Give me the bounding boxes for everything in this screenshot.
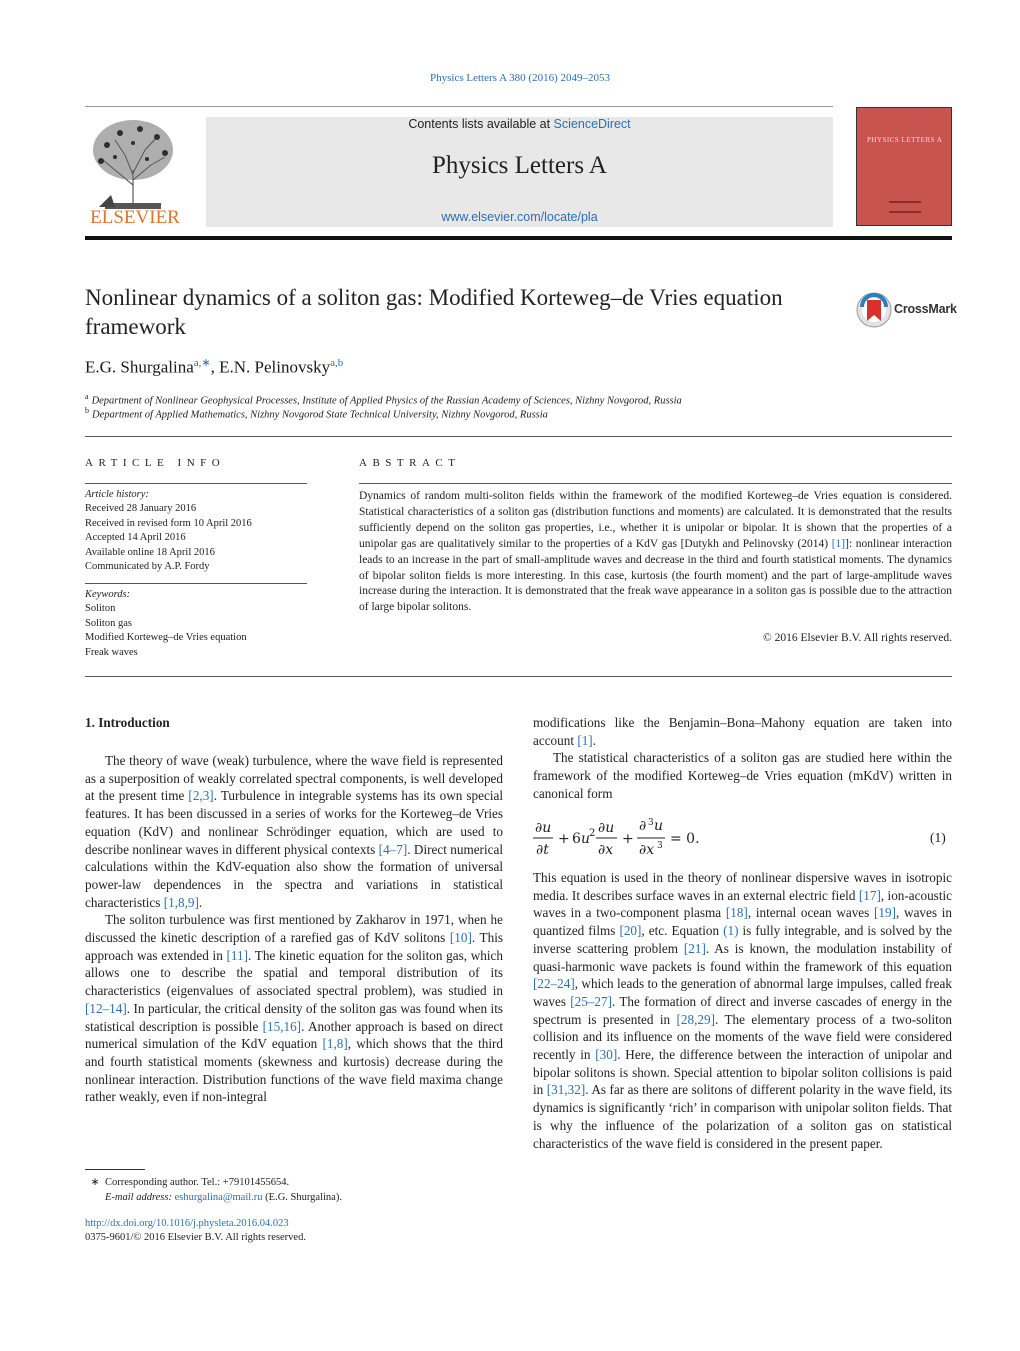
footnote-email — [105, 1190, 342, 1205]
paragraph-text: . — [198, 894, 203, 910]
reference-link[interactable]: [4–7] — [378, 841, 408, 857]
paragraph-text: . As far as there are solitons of different polarity in the wave field, its dynamics is significantly ‘rich’ in comparison with unipolar soliton fields. That is why the influence of the polarization of a soliton gas on statistical characteristics of the wave field is considered in the present paper. — [533, 1082, 952, 1151]
paragraph-text: . Direct numerical calculations within the KdV-equation also show the formation of universal power-law dependences in the spectra and variations in statistical characteristics — [85, 841, 503, 910]
paragraph-text: . In particular, the critical density of the soliton gas was found when its statistical description is possible — [85, 1000, 503, 1034]
svg-text:+: + — [558, 831, 570, 847]
svg-text:∂x: ∂x — [598, 842, 614, 858]
svg-text:3: 3 — [648, 818, 654, 828]
equation-mkdv — [533, 816, 952, 860]
affiliation-a — [85, 392, 682, 407]
cover-title: PHYSICS LETTERS A — [867, 136, 943, 144]
svg-text:∂t: ∂t — [536, 842, 549, 858]
reference-link[interactable]: [19] — [874, 905, 897, 921]
contents-prefix: Contents lists available at — [408, 117, 554, 131]
crossmark-label[interactable]: CrossMark — [894, 302, 957, 316]
body-paragraph — [85, 752, 503, 911]
paragraph-text: . The elementary process of a two-soliton collision and its influence on the moments of the wave field were considered recently in — [533, 1011, 953, 1063]
top-rule — [85, 106, 833, 107]
contents-line — [206, 117, 833, 131]
affiliation-rule — [85, 436, 952, 437]
reference-link[interactable]: [12–14] — [85, 1000, 127, 1016]
svg-text:u: u — [581, 831, 591, 847]
paragraph-text: . Another approach is based on direct numerical simulation of the KdV equation — [85, 1018, 503, 1052]
abstract-text-part: ]: nonlinear interaction leads to an increase in the part of small-amplitude waves and decrease in the third and fourth statistical moments. The dynamics of bipolar soliton fields is more interesting. In this case, kurtosis (the fourth moment) and the part of large-amplitude waves increase during the interaction. It is demonstrated that the freak wave appearance in a soliton gas is possible due to the attraction of large bipolar solitons. — [359, 537, 952, 614]
doi-link[interactable]: http://dx.doi.org/10.1016/j.physleta.2016.04.023 — [85, 1218, 289, 1229]
paper-title: Nonlinear dynamics of a soliton gas: Modified Korteweg–de Vries equation framework — [85, 285, 783, 339]
paragraph-text: , which shows that the third and fourth statistical moments (skewness and kurtosis) decrease during the nonlinear interaction. Distribution functions of the wave field maxima change rather weakly, even if non-integral — [85, 1036, 504, 1105]
article-info-rule — [85, 483, 307, 484]
reference-link[interactable]: [1,8,9] — [163, 894, 199, 910]
affiliation-key: b — [85, 406, 89, 415]
elsevier-logo — [85, 115, 185, 229]
right-column-body-top — [533, 714, 952, 803]
abstract-rule — [359, 483, 952, 484]
equation-graphic — [533, 816, 733, 860]
affiliation-b — [85, 406, 548, 421]
paragraph-text: , internal ocean waves — [747, 905, 875, 921]
svg-text:∂: ∂ — [639, 818, 647, 834]
history-item: Received 28 January 2016 — [85, 503, 197, 515]
reference-link[interactable]: [30] — [595, 1047, 618, 1063]
abstract-heading: ABSTRACT — [359, 457, 461, 469]
keywords-rule — [85, 583, 307, 584]
svg-text:2: 2 — [589, 828, 596, 839]
abstract-bottom-rule — [85, 676, 952, 677]
affiliation-key: a — [85, 392, 89, 401]
reference-link[interactable]: [17] — [858, 887, 881, 903]
right-column-body-bottom — [533, 869, 952, 1152]
paragraph-text: . The kinetic equation for the soliton gas, which allows one to describe the spatial and temporal distribution of its characteristics (eigenvalues of associated spectral problem), was studied in — [85, 947, 503, 999]
paragraph-text: . Here, the difference between the interaction of unipolar and bipolar solitons is shown. Special attention to bipolar soliton collisions is paid in — [533, 1047, 952, 1098]
reference-link[interactable]: [21] — [683, 940, 706, 956]
paragraph-text: is fully integrable, and is solved by the inverse scattering problem — [533, 923, 953, 956]
reference-link[interactable]: [31,32] — [546, 1082, 586, 1098]
left-column-body — [85, 752, 503, 1106]
section-heading-introduction: 1. Introduction — [85, 715, 170, 730]
reference-link[interactable]: (1) — [723, 923, 739, 939]
journal-cover[interactable] — [856, 107, 952, 226]
header-thick-rule — [85, 236, 952, 240]
svg-text:= 0.: = 0. — [670, 831, 700, 847]
paragraph-text: The theory of wave (weak) turbulence, where the wave field is represented as a superposition of weakly correlated spectral components, is well developed at the present time — [85, 753, 503, 804]
paragraph-text: , which leads to the generation of abnormal large impulses, called freak waves — [533, 976, 952, 1009]
affiliation-text: Department of Applied Mathematics, Nizhny Novgorod State Technical University, Nizhny Novgorod, Russia — [92, 409, 548, 421]
issn-copyright: 0375-9601/© 2016 Elsevier B.V. All rights reserved. — [85, 1232, 306, 1243]
paragraph-text: , etc. Equation — [641, 923, 724, 939]
reference-link[interactable]: [25–27] — [570, 993, 613, 1009]
reference-link[interactable]: [15,16] — [262, 1018, 302, 1034]
svg-text:3: 3 — [657, 841, 663, 851]
svg-text:∂u: ∂u — [535, 820, 552, 836]
paragraph-text: . This approach was extended in — [85, 930, 503, 963]
cover-decoration — [889, 201, 921, 213]
reference-link[interactable]: [10] — [449, 930, 472, 946]
paragraph-text: The soliton turbulence was first mentioned by Zakharov in 1971, when he discussed the kinetic description of a rarefied gas of KdV solitons — [85, 912, 503, 946]
reference-link[interactable]: [22–24] — [533, 976, 575, 992]
paragraph-text: The statistical characteristics of a soliton gas are studied here within the framework of the modified Korteweg–de Vries equation (mKdV) written in canonical form — [533, 750, 952, 801]
article-history — [85, 488, 310, 574]
svg-text:∂u: ∂u — [598, 820, 615, 836]
paragraph-text: . — [592, 732, 596, 748]
body-paragraph — [533, 869, 952, 1152]
reference-link[interactable]: [1] — [831, 537, 846, 550]
history-item: Received in revised form 10 April 2016 — [85, 517, 252, 529]
email-label: E-mail address: — [105, 1192, 175, 1203]
svg-text:u: u — [654, 818, 664, 834]
journal-citation[interactable]: Physics Letters A 380 (2016) 2049–2053 — [430, 72, 610, 84]
elsevier-wordmark: ELSEVIER — [90, 207, 180, 228]
keyword-item: Soliton gas — [85, 617, 132, 629]
equation-number: (1) — [930, 830, 946, 845]
sciencedirect-link[interactable]: ScienceDirect — [553, 117, 631, 131]
body-paragraph — [533, 714, 952, 749]
reference-link[interactable]: [20] — [619, 923, 642, 939]
svg-text:6: 6 — [572, 831, 581, 847]
body-paragraph — [85, 911, 503, 1106]
keyword-item: Modified Korteweg–de Vries equation — [85, 632, 247, 644]
footnote-marker: ∗ — [90, 1177, 100, 1188]
abstract-text — [359, 489, 952, 616]
author-affiliation-marker[interactable]: a,b — [330, 357, 344, 369]
body-paragraph — [533, 749, 952, 802]
crossmark-icon — [856, 291, 896, 331]
keywords — [85, 588, 310, 660]
svg-text:+: + — [622, 831, 634, 847]
author-name[interactable]: E.G. Shurgalina — [85, 357, 194, 377]
keyword-item: Freak waves — [85, 646, 138, 658]
svg-text:∂x: ∂x — [639, 842, 655, 858]
journal-title: Physics Letters A — [432, 152, 607, 179]
author-list — [85, 356, 343, 378]
footnote-corresponding — [85, 1175, 289, 1190]
affiliation-text: Department of Nonlinear Geophysical Processes, Institute of Applied Physics of the Russian Academy of Sciences, Nizhny Novgorod, Russia — [91, 395, 682, 407]
reference-link[interactable]: [1] — [577, 732, 593, 748]
author-affiliation-marker[interactable]: a,∗ — [193, 357, 211, 369]
history-label: Article history: — [85, 489, 149, 500]
article-info-heading: ARTICLE INFO — [85, 457, 226, 469]
footnote-rule — [85, 1169, 145, 1170]
footnote-text: Corresponding author. Tel.: +79101455654. — [105, 1177, 290, 1188]
author-name[interactable]: E.N. Pelinovsky — [219, 357, 331, 377]
paragraph-text: . Turbulence in integrable systems has its own special features. It has been discussed in a series of works for the Korteweg–de Vries equation (KdV) and nonlinear Schrödinger equation, which are used to describe nonlinear waves in different physical contexts — [85, 788, 503, 857]
paragraph-text: This equation is used in the theory of nonlinear dispersive waves in isotropic media. It describes surface waves in an external electric field — [533, 870, 952, 903]
email-suffix: (E.G. Shurgalina). — [262, 1192, 342, 1203]
paragraph-text: , waves in quantized films — [533, 905, 952, 939]
paragraph-text: . The formation of direct and inverse cascades of energy in the spectrum is presented in — [533, 993, 952, 1027]
reference-link[interactable]: [2,3] — [188, 788, 214, 804]
history-item: Available online 18 April 2016 — [85, 546, 215, 558]
keyword-item: Soliton — [85, 603, 116, 615]
paragraph-text: modifications like the Benjamin–Bona–Mahony equation are taken into account — [533, 715, 952, 748]
history-item: Communicated by A.P. Fordy — [85, 561, 210, 573]
keywords-label: Keywords: — [85, 589, 131, 600]
journal-url-link[interactable]: www.elsevier.com/locate/pla — [441, 210, 598, 224]
abstract-copyright: © 2016 Elsevier B.V. All rights reserved. — [763, 632, 952, 644]
email-link[interactable]: eshurgalina@mail.ru — [174, 1192, 263, 1203]
history-item: Accepted 14 April 2016 — [85, 532, 186, 544]
paragraph-text: . As is known, the modulation instability of quasi-harmonic wave packets is found within the framework of this equation — [533, 940, 952, 974]
reference-link[interactable]: [18] — [725, 905, 748, 921]
abstract-text-part: Dynamics of random multi-soliton fields within the framework of the modified Korteweg–de Vries equation is considered. Statistical characteristics of a soliton gas (distribution functions and moments) are calculated. It is demonstrated that the results sufficiently depend on the soliton gas properties, i.e., whether it is unipolar or bipolar. It is shown that the properties of a unipolar gas are qualitatively similar to the properties of a KdV gas [Dutykh and Pelinovsky (2014) — [359, 490, 952, 550]
reference-link[interactable]: [1,8] — [322, 1036, 348, 1052]
paragraph-text: , ion-acoustic waves in a two-component plasma — [533, 887, 952, 921]
reference-link[interactable]: [11] — [226, 947, 248, 963]
author-separator: , — [210, 357, 220, 377]
reference-link[interactable]: [28,29] — [676, 1011, 715, 1027]
